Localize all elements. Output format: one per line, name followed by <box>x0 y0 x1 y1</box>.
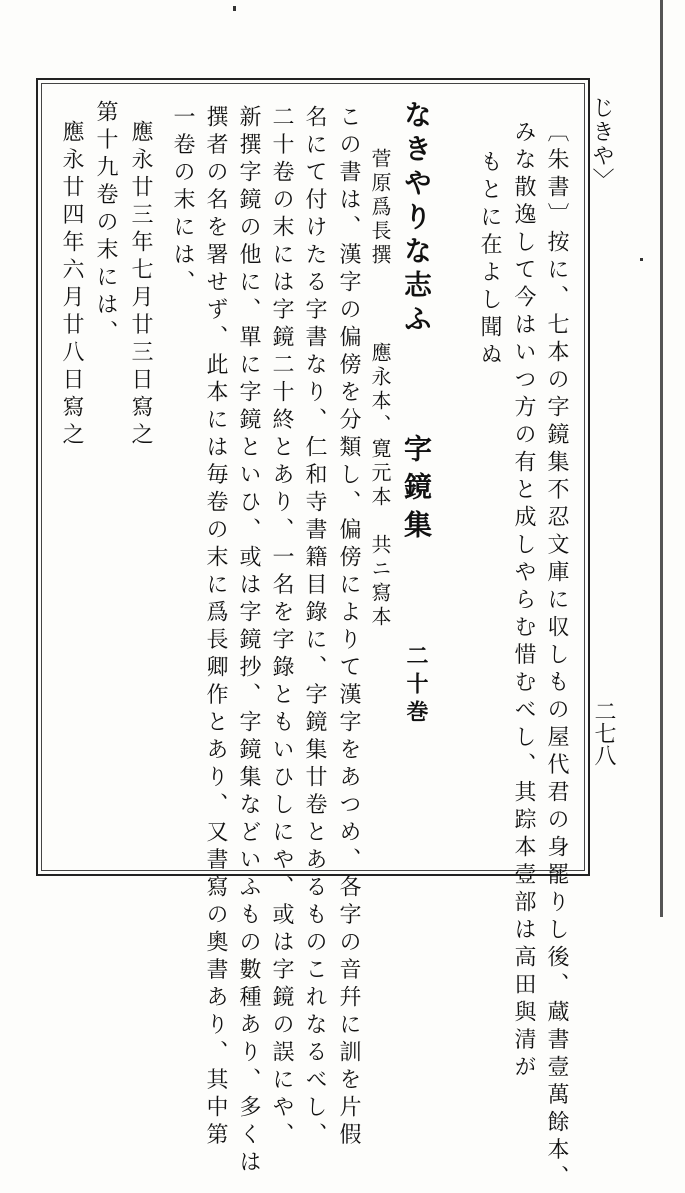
entry-reading <box>400 100 433 728</box>
scan-edge <box>660 0 663 917</box>
body-line-8: 第十九卷の末には、 <box>93 100 118 348</box>
body-line-7: 應永廿三年七月廿三日寫之 <box>128 120 153 450</box>
scan-speck <box>640 258 643 261</box>
entry-title: 字鏡集 <box>400 434 433 548</box>
entry-volumes: 二十巻 <box>403 644 429 728</box>
scan-speck <box>233 6 236 11</box>
note-line-2: みな散逸して今はいつ方の有と成しやらむ惜むべし、其踪本壹部は高田與清が <box>511 120 536 1083</box>
note-line-3: もとに在よし聞ぬ <box>477 150 502 370</box>
body-line-4: 新撰字鏡の他に、單に字鏡といひ、或は字鏡抄、字鏡集などいふもの數種あり、多くは <box>236 105 261 1178</box>
entry-meta <box>370 148 390 630</box>
running-header: じきや〉 <box>589 96 614 192</box>
body-line-5: 撰者の名を署せず、此本には毎卷の末に爲長卿作とあり、又書寫の奧書あり、其中第 <box>203 105 228 1150</box>
entry-author: 菅原爲長撰 <box>368 148 392 268</box>
body-line-9: 應永廿四年六月廿八日寫之 <box>59 120 84 450</box>
entry-reading-text: なきやりな志ふ <box>400 100 433 338</box>
note-line-1: 〔朱書〕按に、七本の字鏡集不忍文庫に収しもの屋代君の身罷りし後、蔵書壹萬餘本、 <box>544 120 569 1193</box>
page-number: 二七八 <box>591 700 616 766</box>
entry-editions: 應永本、寛元本 共ニ寫本 <box>368 342 392 630</box>
body-line-2: 名にて付けたる字書なり、仁和寺書籍目錄に、字鏡集廿卷とあるものこれなるべし、 <box>302 105 327 1150</box>
body-line-3: 二十卷の末には字鏡二十終とあり、一名を字錄ともいひしにや、或は字鏡の誤にや、 <box>269 105 294 1150</box>
body-line-1: この書は、漢字の偏傍を分類し、偏傍によりて漢字をあつめ、各字の音幷に訓を片假 <box>336 105 361 1150</box>
body-line-6: 一卷の末には、 <box>170 105 195 298</box>
